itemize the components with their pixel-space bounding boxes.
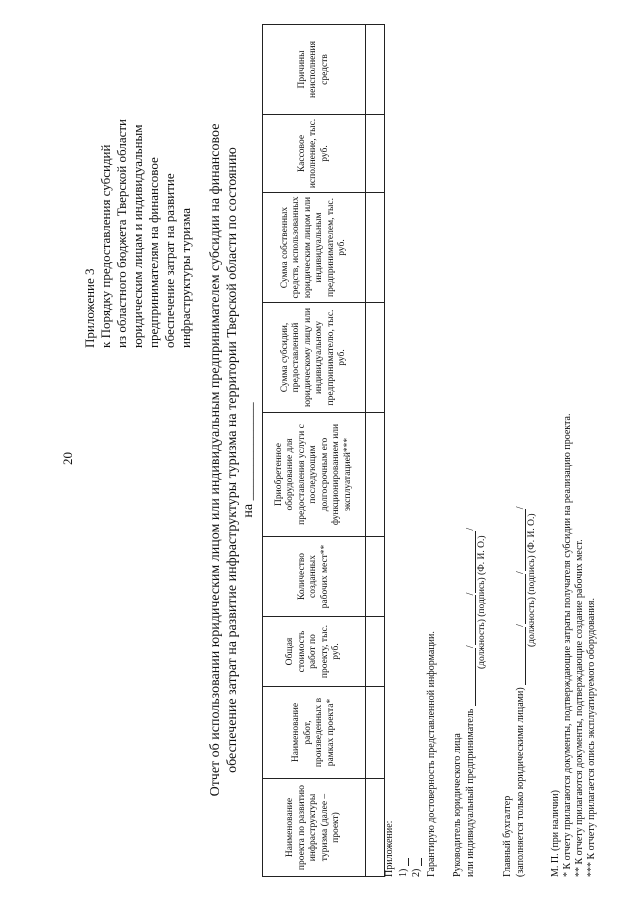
appendix-line: обеспечение затрат на развитие bbox=[162, 173, 177, 348]
column-header: Наименование проекта по развитию инфраструктуры туризма (далее – проект) bbox=[263, 779, 366, 877]
table-header-row bbox=[263, 25, 366, 877]
report-title bbox=[208, 110, 258, 810]
head-label-2: или индивидуальный предприниматель bbox=[465, 708, 476, 877]
table-cell bbox=[366, 413, 385, 537]
title-line-2: обеспечение затрат на развитие инфраструктуры туризма на территории Тверской области по состоянию bbox=[224, 147, 240, 773]
appendix-line: юридическим лицам и индивидуальным bbox=[130, 124, 145, 348]
table-cell bbox=[366, 779, 385, 877]
appendix-line: к Порядку предоставления субсидий bbox=[98, 144, 113, 348]
table-cell bbox=[366, 617, 385, 687]
separator: / bbox=[465, 645, 476, 649]
column-header: Общая стоимость работ по проекту, тыс. руб. bbox=[263, 617, 366, 687]
column-header: Приобретенное оборудование для предоставления услуги с последующим долгосрочным его функционированием или эксплуатацией*** bbox=[263, 413, 366, 537]
appendix-line: предпринимателям на финансовое bbox=[146, 157, 161, 348]
head-caption: (должность) (подпись) (Ф. И. О.) bbox=[477, 535, 487, 669]
column-header: Сумма собственных средств, использованных юридическим лицом или индивидуальным предпринимателем, тыс. руб. bbox=[263, 193, 366, 303]
title-line-3: на ______________ bbox=[241, 402, 256, 518]
signature-line bbox=[464, 592, 476, 645]
footnote: ** К отчету прилагаются документы, подтверждающие создание рабочих мест. bbox=[574, 539, 585, 877]
footnote: * К отчету прилагаются документы, подтверждающие затраты получателя субсидии на реализацию проекта. bbox=[562, 413, 573, 877]
separator: / bbox=[465, 527, 476, 531]
head-label-1: Руководитель юридического лица bbox=[452, 733, 463, 877]
column-header: Наименование работ, произведенных в рамках проекта* bbox=[263, 687, 366, 779]
separator: / bbox=[515, 506, 526, 510]
table-cell bbox=[366, 303, 385, 413]
column-header: Кассовое исполнение, тыс. руб. bbox=[263, 115, 366, 193]
signature-line bbox=[514, 574, 526, 624]
attachment-item bbox=[410, 858, 422, 877]
table-cell bbox=[366, 115, 385, 193]
name-line bbox=[514, 509, 526, 571]
attachment-number: 2) bbox=[411, 868, 422, 877]
position-line bbox=[464, 648, 476, 706]
column-header: Сумма субсидии, предоставленной юридическому лицу или индивидуальному предпринимателю, тыс. руб. bbox=[263, 303, 366, 413]
table-cell bbox=[366, 25, 385, 115]
accountant-label bbox=[514, 506, 526, 877]
separator: / bbox=[465, 592, 476, 596]
table-cell bbox=[366, 687, 385, 779]
table-row bbox=[366, 25, 385, 877]
appendix-line: из областного бюджета Тверской области bbox=[114, 119, 129, 348]
accountant-label-2: (заполняется только юридическими лицами) bbox=[515, 687, 526, 877]
page-number: 20 bbox=[60, 452, 75, 465]
footnote: *** К отчету прилагается опись эксплуатируемого оборудования. bbox=[586, 597, 597, 877]
attachment-line bbox=[410, 858, 422, 866]
position-line bbox=[514, 627, 526, 685]
attachment-line bbox=[397, 858, 409, 866]
table-cell bbox=[366, 537, 385, 617]
title-line-1: Отчет об использовании юридическим лицом или индивидуальным предпринимателем субсидии на финансовое bbox=[208, 123, 223, 797]
guarantee-text: Гарантирую достоверность представленной информации. bbox=[426, 631, 437, 877]
table-cell bbox=[366, 193, 385, 303]
attachment-number: 1) bbox=[398, 868, 409, 877]
head-label bbox=[464, 528, 476, 877]
stamp-text: М. П. (при наличии) bbox=[550, 790, 561, 877]
accountant-label-1: Главный бухгалтер bbox=[502, 795, 513, 877]
appendix-line: Приложение 3 bbox=[82, 268, 97, 348]
attachment-item bbox=[397, 858, 409, 877]
report-table bbox=[262, 24, 385, 877]
separator: / bbox=[515, 624, 526, 627]
separator: / bbox=[515, 571, 526, 575]
column-header: Причины неисполнения средств bbox=[263, 25, 366, 115]
name-line bbox=[464, 531, 476, 593]
accountant-caption: (должность) (подпись) (Ф. И. О.) bbox=[527, 513, 537, 647]
attachments-label: Приложение: bbox=[384, 820, 395, 877]
appendix-header bbox=[82, 8, 194, 348]
appendix-line: инфраструктуры туризма bbox=[178, 207, 193, 348]
column-header: Количество созданных рабочих мест** bbox=[263, 537, 366, 617]
